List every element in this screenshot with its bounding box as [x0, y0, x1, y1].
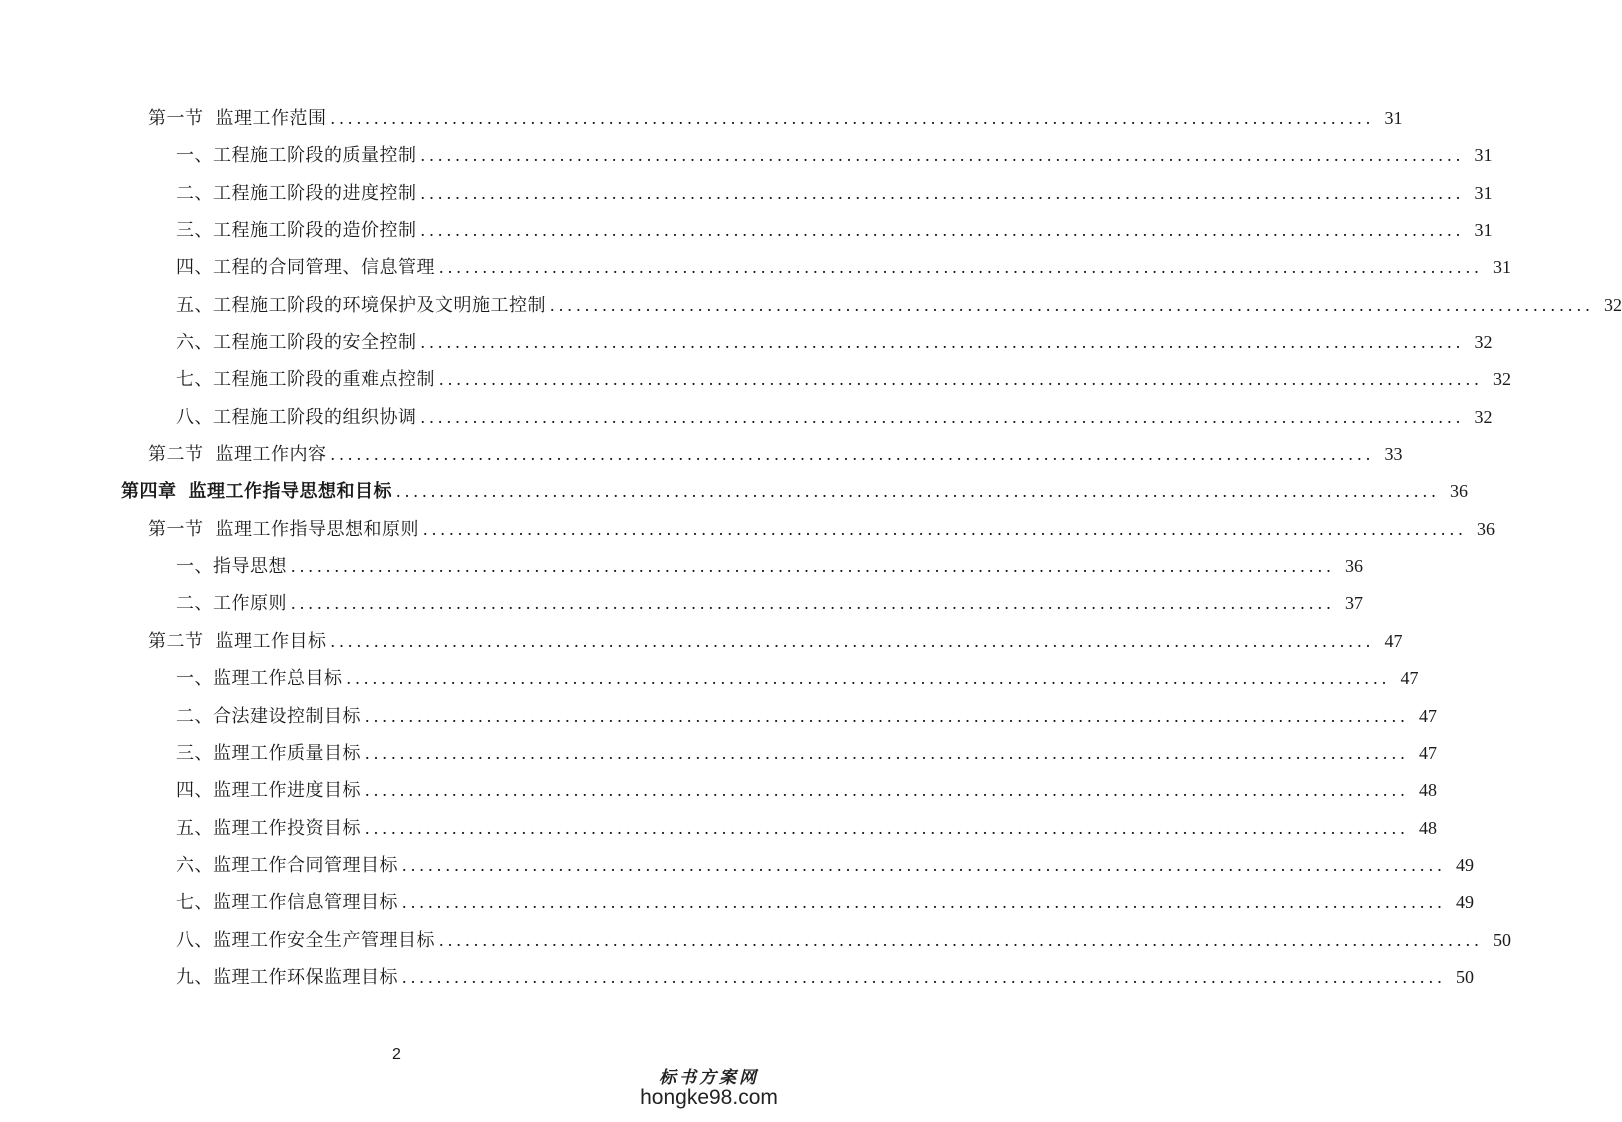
- toc-entry-title: [148, 107, 327, 131]
- toc-entry-label: 监理工作范围: [215, 108, 327, 129]
- toc-entry-page: 36: [1450, 481, 1468, 502]
- toc-entry-label: 一、监理工作总目标: [176, 668, 343, 690]
- toc-entry-title: [176, 256, 435, 280]
- page-number: 2: [392, 1046, 401, 1063]
- toc-subsection-entry[interactable]: [176, 287, 1622, 324]
- table-of-contents: [0, 100, 1622, 996]
- toc-subsection-entry[interactable]: [176, 324, 1493, 361]
- toc-entry-label: 监理工作指导思想和目标: [188, 481, 392, 503]
- toc-entry-page: 36: [1477, 518, 1495, 539]
- toc-entry-label: 四、工程的合同管理、信息管理: [176, 257, 435, 279]
- toc-dot-leader: ........................................................................................................................: [365, 780, 1409, 801]
- toc-subsection-entry[interactable]: [176, 698, 1437, 735]
- toc-subsection-entry[interactable]: [176, 548, 1363, 585]
- toc-dot-leader: ........................................................................................................................: [330, 630, 1375, 651]
- toc-entry-page: 31: [1474, 145, 1493, 166]
- toc-entry-page: 47: [1384, 630, 1403, 651]
- toc-section-entry[interactable]: [148, 511, 1495, 548]
- toc-entry-title: [176, 406, 417, 430]
- toc-entry-page: 48: [1419, 817, 1437, 838]
- toc-dot-leader: ........................................................................................................................: [420, 220, 1465, 241]
- toc-entry-page: 31: [1493, 257, 1511, 278]
- toc-entry-label: 一、工程施工阶段的质量控制: [176, 145, 417, 167]
- toc-entry-title: [148, 518, 419, 542]
- toc-entry-title: [176, 854, 398, 878]
- toc-entry-title: [148, 443, 327, 467]
- toc-dot-leader: ........................................................................................................................: [330, 108, 1375, 128]
- toc-section-entry[interactable]: [148, 436, 1403, 473]
- toc-entry-number: 第四章: [121, 481, 177, 503]
- toc-entry-label: 监理工作目标: [215, 630, 327, 652]
- toc-entry-page: 33: [1384, 444, 1403, 465]
- toc-section-entry[interactable]: [148, 100, 1403, 137]
- toc-entry-title: [121, 480, 392, 504]
- toc-entry-number: 第二节: [148, 444, 204, 466]
- toc-subsection-entry[interactable]: [176, 361, 1511, 398]
- toc-entry-page: 32: [1474, 406, 1493, 427]
- toc-dot-leader: ........................................................................................................................: [402, 854, 1446, 875]
- toc-entry-label: 三、监理工作质量目标: [176, 742, 361, 764]
- toc-dot-leader: ........................................................................................................................: [439, 257, 1483, 278]
- toc-subsection-entry[interactable]: [176, 660, 1419, 697]
- toc-entry-number: 第二节: [148, 630, 204, 652]
- toc-subsection-entry[interactable]: [176, 884, 1474, 921]
- toc-entry-page: 31: [1474, 220, 1493, 241]
- toc-entry-label: 二、工程施工阶段的进度控制: [176, 182, 417, 204]
- toc-entry-page: 32: [1493, 369, 1511, 390]
- toc-entry-label: 九、监理工作环保监理目标: [176, 966, 398, 988]
- toc-entry-page: 32: [1474, 332, 1493, 353]
- toc-dot-leader: ........................................................................................................................: [291, 593, 1335, 614]
- toc-entry-title: [176, 667, 343, 691]
- toc-dot-leader: ........................................................................................................................: [396, 481, 1440, 502]
- toc-entry-label: 七、工程施工阶段的重难点控制: [176, 369, 435, 391]
- toc-entry-label: 监理工作指导思想和原则: [215, 518, 419, 540]
- toc-entry-title: [176, 742, 361, 766]
- toc-subsection-entry[interactable]: [176, 772, 1437, 809]
- toc-dot-leader: ........................................................................................................................: [420, 182, 1465, 203]
- toc-entry-title: [176, 779, 361, 803]
- toc-entry-title: [176, 929, 435, 953]
- toc-dot-leader: ........................................................................................................................: [420, 406, 1465, 427]
- toc-dot-leader: ........................................................................................................................: [423, 518, 1467, 539]
- toc-dot-leader: ........................................................................................................................: [365, 742, 1409, 763]
- toc-entry-title: [176, 144, 417, 168]
- toc-entry-title: [176, 555, 287, 579]
- toc-entry-page: 31: [1384, 108, 1403, 128]
- toc-entry-page: 36: [1345, 556, 1363, 577]
- watermark-url: hongke98.com: [640, 1086, 778, 1109]
- toc-entry-label: 五、工程施工阶段的环境保护及文明施工控制: [176, 294, 546, 316]
- toc-entry-page: 47: [1400, 668, 1419, 689]
- toc-entry-page: 32: [1604, 294, 1622, 315]
- toc-entry-page: 49: [1456, 854, 1474, 875]
- toc-entry-page: 31: [1474, 182, 1493, 203]
- toc-dot-leader: ........................................................................................................................: [420, 145, 1465, 166]
- toc-subsection-entry[interactable]: [176, 922, 1511, 959]
- toc-entry-page: 49: [1456, 892, 1474, 913]
- toc-entry-label: 八、监理工作安全生产管理目标: [176, 929, 435, 951]
- toc-entry-title: [176, 817, 361, 841]
- toc-subsection-entry[interactable]: [176, 175, 1493, 212]
- toc-chapter-entry[interactable]: [121, 473, 1468, 510]
- toc-entry-page: 47: [1419, 705, 1437, 726]
- toc-entry-number: 第一节: [148, 108, 204, 129]
- toc-entry-title: [176, 368, 435, 392]
- toc-entry-label: 六、工程施工阶段的安全控制: [176, 332, 417, 354]
- toc-entry-label: 四、监理工作进度目标: [176, 780, 361, 802]
- toc-entry-title: [176, 966, 398, 990]
- toc-entry-page: 50: [1493, 929, 1511, 950]
- toc-dot-leader: ........................................................................................................................: [550, 294, 1594, 315]
- toc-entry-title: [176, 294, 546, 318]
- toc-dot-leader: ........................................................................................................................: [402, 892, 1446, 913]
- toc-dot-leader: ........................................................................................................................: [346, 668, 1391, 689]
- toc-entry-label: 二、合法建设控制目标: [176, 705, 361, 727]
- toc-entry-label: 八、工程施工阶段的组织协调: [176, 406, 417, 428]
- toc-entry-label: 三、工程施工阶段的造价控制: [176, 220, 417, 242]
- toc-dot-leader: ........................................................................................................................: [439, 369, 1483, 390]
- toc-entry-title: [176, 219, 417, 243]
- toc-entry-title: [176, 705, 361, 729]
- toc-dot-leader: ........................................................................................................................: [291, 556, 1335, 577]
- toc-entry-page: 37: [1345, 593, 1363, 614]
- toc-entry-label: 一、指导思想: [176, 556, 287, 578]
- toc-entry-title: [176, 331, 417, 355]
- toc-entry-label: 二、工作原则: [176, 593, 287, 615]
- toc-section-entry[interactable]: [148, 623, 1403, 660]
- toc-dot-leader: ........................................................................................................................: [365, 705, 1409, 726]
- toc-subsection-entry[interactable]: [176, 249, 1511, 286]
- toc-dot-leader: ........................................................................................................................: [402, 966, 1446, 987]
- toc-subsection-entry[interactable]: [176, 137, 1493, 174]
- toc-dot-leader: ........................................................................................................................: [439, 929, 1483, 950]
- toc-entry-label: 六、监理工作合同管理目标: [176, 854, 398, 876]
- toc-entry-page: 48: [1419, 780, 1437, 801]
- watermark-text: 标书方案网: [659, 1068, 759, 1088]
- toc-entry-page: 50: [1456, 966, 1474, 987]
- toc-subsection-entry[interactable]: [176, 735, 1437, 772]
- toc-dot-leader: ........................................................................................................................: [420, 332, 1465, 353]
- toc-subsection-entry[interactable]: [176, 847, 1474, 884]
- toc-dot-leader: ........................................................................................................................: [365, 817, 1409, 838]
- toc-entry-title: [148, 630, 327, 654]
- toc-dot-leader: ........................................................................................................................: [330, 444, 1375, 465]
- toc-entry-label: 七、监理工作信息管理目标: [176, 892, 398, 914]
- toc-subsection-entry[interactable]: [176, 585, 1363, 622]
- watermark: [639, 1063, 779, 1110]
- toc-entry-page: 47: [1419, 742, 1437, 763]
- toc-subsection-entry[interactable]: [176, 212, 1493, 249]
- toc-entry-title: [176, 182, 417, 206]
- toc-entry-number: 第一节: [148, 518, 204, 540]
- toc-entry-label: 监理工作内容: [215, 444, 327, 466]
- toc-subsection-entry[interactable]: [176, 810, 1437, 847]
- toc-entry-title: [176, 891, 398, 915]
- toc-subsection-entry[interactable]: [176, 399, 1493, 436]
- toc-entry-label: 五、监理工作投资目标: [176, 817, 361, 839]
- toc-entry-title: [176, 592, 287, 616]
- toc-subsection-entry[interactable]: [176, 959, 1474, 996]
